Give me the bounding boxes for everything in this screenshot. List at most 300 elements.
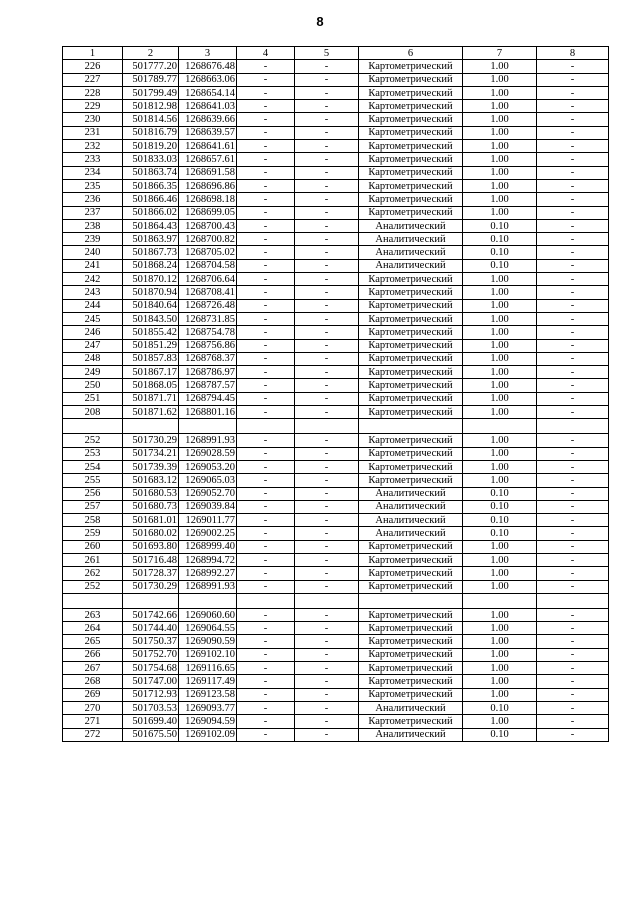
table-cell: - [295,635,359,648]
table-cell: 1.00 [463,379,537,392]
table-cell: - [237,527,295,540]
table-cell: 232 [63,140,123,153]
table-cell: 1268994.72 [179,553,237,566]
table-cell: 501870.12 [123,273,179,286]
table-cell: 1269102.09 [179,728,237,741]
table-row [63,379,609,392]
table-cell: Картометрический [359,635,463,648]
table-cell: 1269065.03 [179,474,237,487]
table-cell: Картометрический [359,474,463,487]
table-cell: - [237,100,295,113]
table-cell: Картометрический [359,179,463,192]
table-row [63,487,609,500]
table-cell: 267 [63,662,123,675]
table-cell: - [537,273,609,286]
table-cell: Картометрический [359,166,463,179]
table-cell: 1269090.59 [179,635,237,648]
table-cell: - [237,540,295,553]
table-cell: 234 [63,166,123,179]
table-cell: Аналитический [359,728,463,741]
table-cell: 501675.50 [123,728,179,741]
table-cell: 1268699.05 [179,206,237,219]
table-cell: Картометрический [359,206,463,219]
table-row [63,474,609,487]
table-cell: 260 [63,540,123,553]
table-row [63,662,609,675]
table-cell: Картометрический [359,140,463,153]
table-row [63,648,609,661]
table-cell: 0.10 [463,500,537,513]
table-cell: 241 [63,259,123,272]
table-cell: - [237,715,295,728]
table-body [63,60,609,742]
table-row [63,153,609,166]
table-cell: - [237,259,295,272]
table-cell: 0.10 [463,701,537,714]
table-cell: 1.00 [463,662,537,675]
table-cell: 1268704.58 [179,259,237,272]
table-cell: - [237,675,295,688]
table-cell: Картометрический [359,286,463,299]
table-cell: - [295,86,359,99]
table-cell: - [537,179,609,192]
table-cell: 1.00 [463,447,537,460]
table-row [63,86,609,99]
table-cell: - [237,126,295,139]
table-cell: - [295,299,359,312]
table-cell: - [295,273,359,286]
column-header: 7 [463,47,537,60]
table-cell: - [295,540,359,553]
table-cell: - [295,379,359,392]
table-cell: 501816.79 [123,126,179,139]
table-cell: - [237,379,295,392]
table-cell: Аналитический [359,701,463,714]
table-cell: 501739.39 [123,460,179,473]
table-cell: - [237,460,295,473]
table-cell: - [295,179,359,192]
table-cell: - [237,166,295,179]
table-cell: 501799.49 [123,86,179,99]
table-cell: - [295,366,359,379]
table-cell [463,419,537,434]
table-cell: - [295,553,359,566]
table-cell: 245 [63,312,123,325]
table-cell: 1.00 [463,299,537,312]
table-cell [63,593,123,608]
table-cell: - [537,580,609,593]
table-cell: - [295,326,359,339]
table-cell: 227 [63,73,123,86]
table-row [63,206,609,219]
table-cell: 231 [63,126,123,139]
separator-row [63,419,609,434]
table-cell: 1268726.48 [179,299,237,312]
table-cell: 1269117.49 [179,675,237,688]
table-row [63,366,609,379]
table-cell: 269 [63,688,123,701]
table-cell: 1269123.58 [179,688,237,701]
table-row [63,701,609,714]
table-cell: Картометрический [359,447,463,460]
table-cell: - [295,113,359,126]
table-cell: - [237,514,295,527]
table-cell: - [237,273,295,286]
table-cell: 264 [63,622,123,635]
table-cell: 1.00 [463,460,537,473]
table-cell: - [537,326,609,339]
table-cell: Картометрический [359,126,463,139]
table-cell: 261 [63,553,123,566]
table-row [63,193,609,206]
table-cell [463,593,537,608]
table-row [63,259,609,272]
table-cell: 1.00 [463,553,537,566]
table-cell: 501863.74 [123,166,179,179]
table-cell: - [295,688,359,701]
table-cell: Картометрический [359,715,463,728]
table-cell: 242 [63,273,123,286]
table-cell [359,419,463,434]
table-cell: 0.10 [463,728,537,741]
table-cell: - [295,447,359,460]
table-cell: 1268641.03 [179,100,237,113]
table-cell: - [237,622,295,635]
table-cell: Картометрический [359,326,463,339]
table-cell: 257 [63,500,123,513]
table-cell: 501703.53 [123,701,179,714]
table-cell: 1.00 [463,339,537,352]
table-cell: - [537,474,609,487]
table-cell: 501730.29 [123,580,179,593]
table-cell: 1269094.59 [179,715,237,728]
table-cell: 1.00 [463,608,537,621]
table-cell: 501752.70 [123,648,179,661]
table-cell: 243 [63,286,123,299]
table-cell: - [295,233,359,246]
table-cell: 1.00 [463,434,537,447]
table-cell: Аналитический [359,259,463,272]
table-row [63,688,609,701]
table-cell: 501868.24 [123,259,179,272]
table-cell: - [295,246,359,259]
table-cell: - [295,622,359,635]
table-cell: - [295,259,359,272]
table-cell [359,593,463,608]
table-cell: Картометрический [359,352,463,365]
table-cell: 1268706.64 [179,273,237,286]
table-cell: 236 [63,193,123,206]
table-cell: - [237,219,295,232]
table-cell: 1.00 [463,179,537,192]
table-cell: Картометрический [359,622,463,635]
table-cell: 1.00 [463,648,537,661]
table-cell: - [295,193,359,206]
table-cell: 262 [63,567,123,580]
table-cell: 1.00 [463,126,537,139]
table-cell: Картометрический [359,675,463,688]
table-row [63,622,609,635]
table-row [63,434,609,447]
table-cell: - [237,113,295,126]
table-cell: 1.00 [463,113,537,126]
table-cell: 1.00 [463,312,537,325]
table-cell: 1268639.57 [179,126,237,139]
table-cell: - [537,233,609,246]
table-cell: - [237,648,295,661]
table-cell: Картометрический [359,312,463,325]
table-cell: 501750.37 [123,635,179,648]
table-cell: - [537,434,609,447]
table-cell: - [295,580,359,593]
column-header: 6 [359,47,463,60]
table-cell: - [237,487,295,500]
table-cell: 501867.17 [123,366,179,379]
table-cell: 1268698.18 [179,193,237,206]
table-cell: 501866.02 [123,206,179,219]
table-cell: Аналитический [359,246,463,259]
table-cell: - [295,701,359,714]
table-cell: 1268657.61 [179,153,237,166]
table-cell: - [295,219,359,232]
table-cell: 501851.29 [123,339,179,352]
table-cell: 501843.50 [123,312,179,325]
table-row [63,73,609,86]
table-cell: 501833.03 [123,153,179,166]
table-cell: 258 [63,514,123,527]
table-row [63,219,609,232]
table-cell: 1.00 [463,193,537,206]
table-cell: 0.10 [463,233,537,246]
table-cell: 1268700.82 [179,233,237,246]
table-cell: - [537,715,609,728]
table-cell: 501871.62 [123,406,179,419]
table-cell: 1268992.27 [179,567,237,580]
table-cell: - [237,728,295,741]
table-cell: Картометрический [359,339,463,352]
table-cell: 254 [63,460,123,473]
table-cell: 1.00 [463,715,537,728]
table-cell: - [295,339,359,352]
table-cell: 1.00 [463,675,537,688]
table-cell: Картометрический [359,406,463,419]
table-cell: - [537,675,609,688]
table-cell: 229 [63,100,123,113]
table-cell: 1268639.66 [179,113,237,126]
table-cell: 1.00 [463,206,537,219]
table-cell: 501754.68 [123,662,179,675]
table-cell: - [237,474,295,487]
table-cell: 259 [63,527,123,540]
table-row [63,100,609,113]
table-cell: 1268676.48 [179,60,237,73]
table-row [63,179,609,192]
table-cell: Картометрический [359,553,463,566]
table-cell: Картометрический [359,580,463,593]
table-cell: 0.10 [463,514,537,527]
table-cell: 256 [63,487,123,500]
table-cell: - [237,392,295,405]
table-cell: - [237,73,295,86]
table-row [63,312,609,325]
table-cell: - [295,675,359,688]
table-cell: - [295,500,359,513]
table-cell: - [295,662,359,675]
table-cell: - [237,193,295,206]
table-cell: 1268708.41 [179,286,237,299]
table-cell: 1.00 [463,60,537,73]
table-cell: 240 [63,246,123,259]
table-cell [537,419,609,434]
column-header: 8 [537,47,609,60]
table-cell: 1268654.14 [179,86,237,99]
header-row [63,47,609,60]
table-cell: - [537,126,609,139]
table-cell: Картометрический [359,540,463,553]
table-cell: 1.00 [463,273,537,286]
table-cell: - [537,193,609,206]
table-row [63,273,609,286]
table-cell: 501699.40 [123,715,179,728]
table-row [63,339,609,352]
table-cell: - [237,635,295,648]
table-cell: 501680.73 [123,500,179,513]
table-cell: 1.00 [463,166,537,179]
table-cell: Аналитический [359,500,463,513]
table-cell: - [537,113,609,126]
table-cell: 1268768.37 [179,352,237,365]
table-row [63,675,609,688]
table-cell: 501814.56 [123,113,179,126]
table-cell: 501680.53 [123,487,179,500]
table-cell: 501819.20 [123,140,179,153]
table-cell: - [537,608,609,621]
table-cell: 501812.98 [123,100,179,113]
table-cell: 1269060.60 [179,608,237,621]
table-cell [123,419,179,434]
table-cell: Картометрический [359,688,463,701]
table-cell: 246 [63,326,123,339]
column-header: 5 [295,47,359,60]
column-header: 3 [179,47,237,60]
table-cell: 1268700.43 [179,219,237,232]
table-cell: 1269064.55 [179,622,237,635]
table-cell: Картометрический [359,60,463,73]
table-cell: Аналитический [359,514,463,527]
table-cell: - [295,406,359,419]
table-row [63,567,609,580]
table-cell: 237 [63,206,123,219]
table-cell: 501712.93 [123,688,179,701]
table-cell: - [237,86,295,99]
table-cell: - [537,60,609,73]
table-row [63,460,609,473]
table-cell: - [237,662,295,675]
table-cell: - [537,379,609,392]
table-cell: 250 [63,379,123,392]
table-cell [179,419,237,434]
table-cell: - [237,567,295,580]
table-cell: 501744.40 [123,622,179,635]
table-cell: 1.00 [463,688,537,701]
table-cell: Картометрический [359,273,463,286]
table-cell: - [295,60,359,73]
table-cell: 501789.77 [123,73,179,86]
table-cell: 501747.00 [123,675,179,688]
table-cell: - [537,312,609,325]
table-cell: 1.00 [463,100,537,113]
table-row [63,113,609,126]
table-cell: - [295,73,359,86]
table-cell [295,419,359,434]
table-cell: 226 [63,60,123,73]
table-cell: - [537,527,609,540]
table-cell: 265 [63,635,123,648]
table-cell: Картометрический [359,366,463,379]
table-row [63,286,609,299]
table-row [63,246,609,259]
table-cell: - [237,688,295,701]
table-cell: - [237,286,295,299]
table-cell: - [537,286,609,299]
table-cell: - [237,500,295,513]
page-number: 8 [316,14,324,29]
table-cell: - [237,326,295,339]
table-cell: - [537,500,609,513]
column-header: 2 [123,47,179,60]
table-cell: - [237,701,295,714]
table-cell: Аналитический [359,219,463,232]
table-cell: Картометрический [359,392,463,405]
table-cell: 1269052.70 [179,487,237,500]
table-cell: 501681.01 [123,514,179,527]
table-cell: 1268731.85 [179,312,237,325]
table-cell: Картометрический [359,662,463,675]
table-cell: - [537,728,609,741]
table-cell: - [537,487,609,500]
table-cell: 1268756.86 [179,339,237,352]
table-cell: - [237,140,295,153]
table-cell: 501728.37 [123,567,179,580]
table-cell: - [537,219,609,232]
table-cell: 1.00 [463,352,537,365]
table-header [63,47,609,60]
table-cell: 208 [63,406,123,419]
table-cell: 1268754.78 [179,326,237,339]
table-cell: 0.10 [463,219,537,232]
table-row [63,166,609,179]
table-cell: 1268999.40 [179,540,237,553]
table-cell [237,419,295,434]
table-row [63,326,609,339]
table-row [63,140,609,153]
table-row [63,715,609,728]
table-cell: Аналитический [359,527,463,540]
table-row [63,60,609,73]
table-cell: - [537,352,609,365]
table-cell: 1269053.20 [179,460,237,473]
table-cell: 1.00 [463,326,537,339]
table-cell: - [295,166,359,179]
table-cell: 1.00 [463,286,537,299]
table-cell: 1269116.65 [179,662,237,675]
table-cell: Картометрический [359,153,463,166]
table-cell: Картометрический [359,567,463,580]
table-cell: 252 [63,434,123,447]
table-cell: 501777.20 [123,60,179,73]
table-cell: - [237,553,295,566]
table-cell: 230 [63,113,123,126]
